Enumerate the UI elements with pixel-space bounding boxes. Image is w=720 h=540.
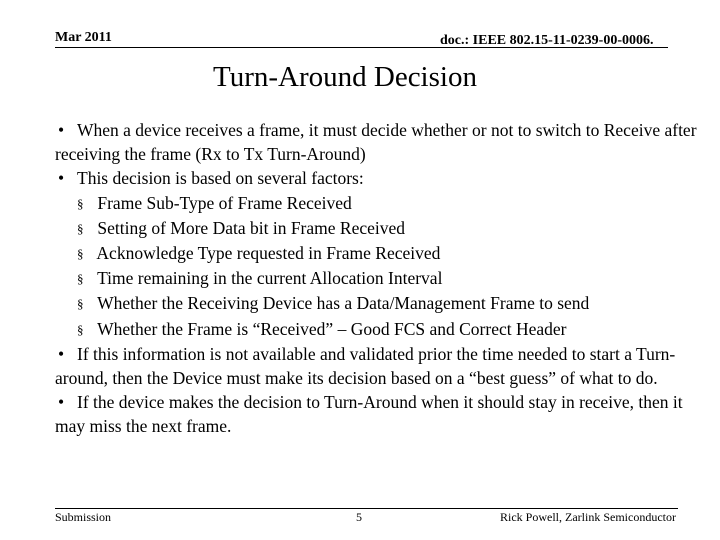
header-date: Mar 2011: [55, 30, 112, 45]
section-bullet-icon: §: [77, 296, 84, 312]
section-bullet-icon: §: [77, 246, 84, 262]
paragraph-text: If the device makes the decision to Turn-Around when it should stay in receive, then it may miss the next frame.: [55, 392, 683, 437]
bullet-icon: •: [58, 120, 65, 140]
slide-body: [55, 118, 705, 439]
bullet-icon: •: [58, 392, 65, 413]
paragraph-factors-intro: [55, 166, 705, 190]
factor-text: Frame Sub-Type of Frame Received: [97, 192, 352, 213]
section-bullet-icon: §: [77, 271, 84, 287]
factor-item: [55, 216, 705, 241]
paragraph-text: If this information is not available and validated prior the time needed to start a Turn-around, then the Device must make its decision based on a “best guess” of what to do.: [55, 343, 676, 389]
slide-title: Turn-Around Decision: [213, 61, 477, 93]
bullet-icon: •: [58, 343, 65, 364]
factor-text: Acknowledge Type requested in Frame Received: [96, 243, 441, 264]
section-bullet-icon: §: [77, 220, 84, 236]
factor-text: Whether the Frame is “Received” – Good FCS and Correct Header: [97, 318, 567, 339]
factor-text: Setting of More Data bit in Frame Received: [97, 217, 406, 238]
paragraph-text: When a device receives a frame, it must decide whether or not to switch to Receive after receiving the frame (Rx to Tx Turn-Around): [55, 120, 697, 165]
factor-text: Time remaining in the current Allocation Interval: [97, 268, 443, 289]
factor-item: [55, 317, 705, 342]
header-doc-id: doc.: IEEE 802.15-11-0239-00-0006.: [440, 33, 654, 48]
paragraph-turnaround-intro: [55, 118, 705, 166]
factor-text: Whether the Receiving Device has a Data/Management Frame to send: [97, 293, 590, 314]
page-number: 5: [356, 510, 362, 524]
paragraph-miss-frame: [55, 390, 705, 438]
paragraph-text: This decision is based on several factors:: [77, 168, 364, 189]
factor-item: [55, 291, 705, 316]
section-bullet-icon: §: [77, 195, 84, 211]
bullet-icon: •: [58, 168, 65, 189]
footer-submission: Submission: [55, 510, 112, 524]
factor-item: [55, 266, 705, 291]
footer-divider: [55, 508, 678, 509]
paragraph-best-guess: [55, 342, 705, 390]
footer-author: Rick Powell, Zarlink Semiconductor: [500, 510, 676, 524]
factor-item: [55, 241, 705, 266]
header-divider: [55, 47, 668, 48]
factor-item: [55, 191, 705, 216]
section-bullet-icon: §: [77, 321, 84, 337]
